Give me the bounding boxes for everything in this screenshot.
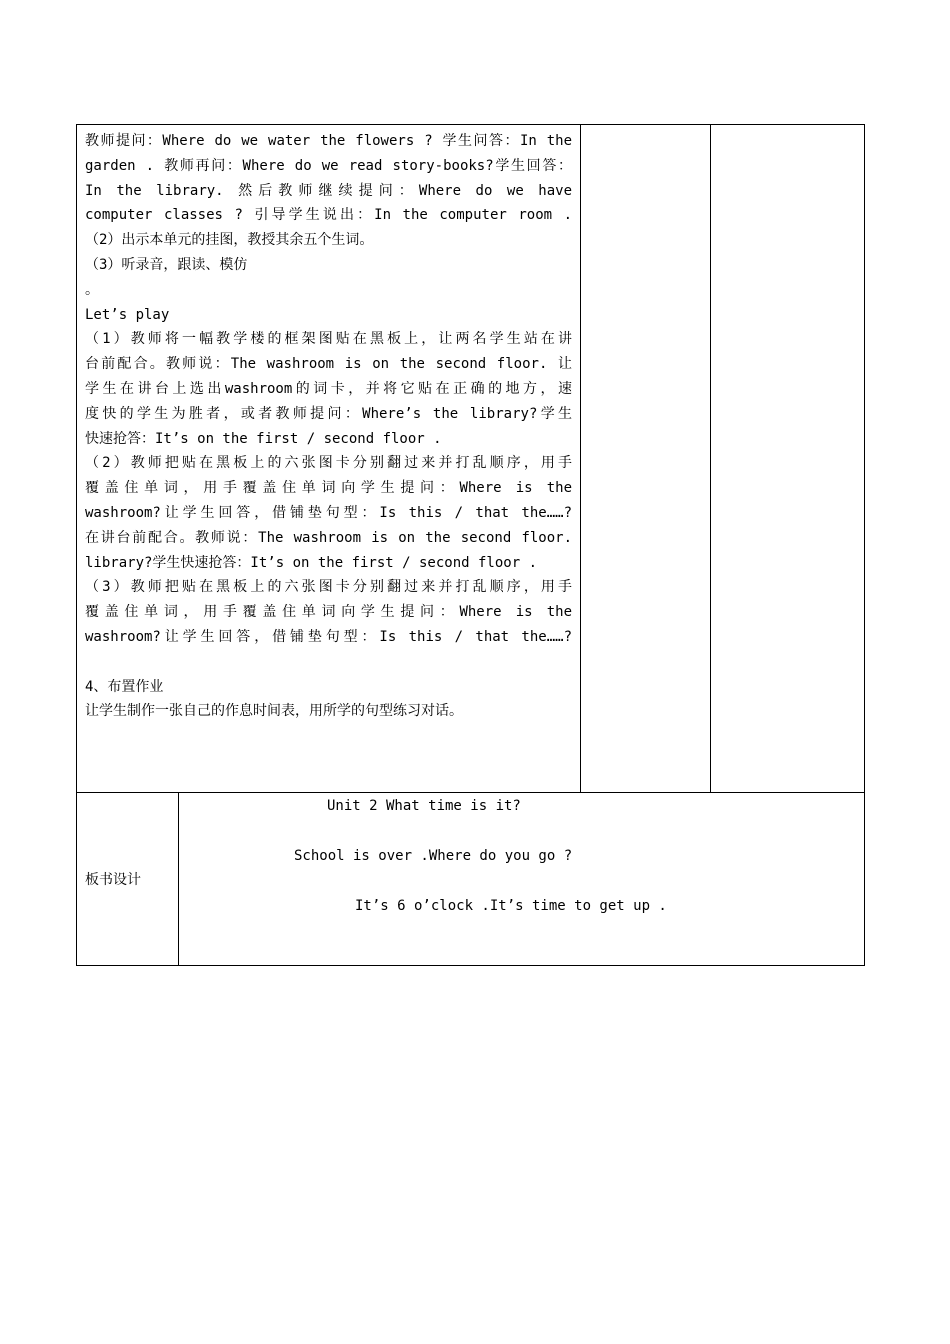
lesson-line: computer classes ? 引导学生说出：In the computer room . [85, 207, 573, 224]
teaching-procedure-cell [77, 125, 581, 793]
lesson-line: 教师提问：Where do we water the flowers ? 学生问答：In the [85, 133, 573, 149]
lesson-line: Let’s play [85, 306, 170, 323]
notes-cell-2 [711, 125, 865, 793]
lesson-line: 快速抢答：It’s on the first / second floor . [85, 430, 442, 447]
notes-cell-1 [581, 125, 711, 793]
lesson-text [85, 129, 572, 724]
lesson-line: （3）听录音，跟读、模仿 [85, 256, 248, 273]
lesson-line [85, 650, 572, 675]
lesson-line: 。 [85, 281, 99, 298]
lesson-line: 学生在讲台上选出washroom的词卡，并将它贴在正确的地方，速 [85, 380, 573, 397]
lesson-line: washroom?让学生回答，借铺垫句型：Is this / that the……? [85, 504, 573, 521]
lesson-line: （2）出示本单元的挂图，教授其余五个生词。 [85, 232, 374, 249]
lesson-line: 覆盖住单词，用手覆盖住单词向学生提问：Where is the [85, 604, 573, 621]
lesson-line: washroom?让学生回答，借铺垫句型：Is this / that the……? [85, 628, 573, 645]
lesson-line: （3）教师把贴在黑板上的六张图卡分别翻过来并打乱顺序，用手 [85, 579, 573, 596]
board-line-2: School is over .Where do you go ? [294, 848, 573, 864]
lesson-line: （2）教师把贴在黑板上的六张图卡分别翻过来并打乱顺序，用手 [85, 455, 573, 472]
lesson-line: library?学生快速抢答：It’s on the first / second floor . [85, 554, 538, 571]
board-line-3: It’s 6 o’clock .It’s time to get up . [355, 898, 667, 914]
lesson-line: 台前配合。教师说：The washroom is on the second floor. 让 [85, 356, 573, 373]
board-design-content [179, 793, 865, 966]
board-line-title: Unit 2 What time is it? [327, 798, 521, 814]
lesson-line: 让学生制作一张自己的作息时间表，用所学的句型练习对话。 [85, 703, 463, 720]
lesson-line: 覆盖住单词，用手覆盖住单词向学生提问：Where is the [85, 480, 573, 497]
lesson-line: garden . 教师再问：Where do we read story-books?学生回答： [85, 157, 573, 174]
lesson-line: 度快的学生为胜者，或者教师提问：Where’s the library?学生 [85, 405, 573, 422]
board-design-label: 板书设计 [77, 793, 179, 966]
lesson-line: In the library. 然后教师继续提问：Where do we have [85, 182, 573, 199]
lesson-plan-table [76, 124, 865, 966]
lesson-line: （1）教师将一幅教学楼的框架图贴在黑板上，让两名学生站在讲 [85, 331, 573, 348]
procedure-row [77, 125, 865, 793]
lesson-line: 4、布置作业 [85, 678, 164, 695]
lesson-line: 在讲台前配合。教师说：The washroom is on the second floor. [85, 529, 573, 546]
board-design-row [77, 793, 865, 966]
